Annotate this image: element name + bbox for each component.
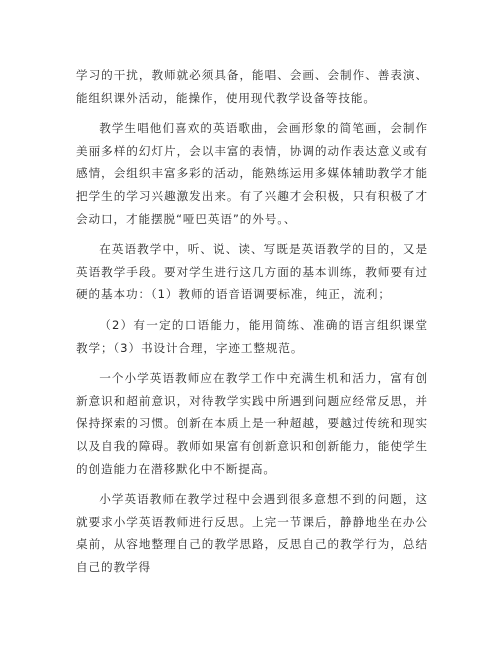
paragraph: 学习的干扰，教师就必须具备，能唱、会画、会制作、善表演、能组织课外活动，能操作，使用现代教学设备等技能。 — [76, 68, 428, 105]
document-body — [76, 64, 428, 586]
paragraph: 在英语教学中，听、说、读、写既是英语教学的目的，又是英语教学手段。要对学生进行这几方面的基本训练，教师要有过硬的基本功：（1）教师的语音语调要标准，纯正，流利； — [76, 242, 428, 302]
paragraph: 一个小学英语教师应在教学工作中充满生机和活力，富有创新意识和超前意识，对待教学实践中所遇到问题应经常反思，并保持探索的习惯。创新在本质上是一种超越，要越过传统和现实以及自我的障碍。教师如果富有创新意识和创新能力，能使学生的创造能力在潜移默化中不断提高。 — [76, 371, 428, 476]
paragraph: （2）有一定的口语能力，能用简练、准确的语言组织课堂教学；（3）书设计合理，字迹工整规范。 — [76, 317, 428, 355]
paragraph: 小学英语教师在教学过程中会遇到很多意想不到的问题，这就要求小学英语教师进行反思。上完一节课后，静静地坐在办公桌前，从容地整理自己的教学思路，反思自己的教学行为，总结自己的教学得 — [76, 492, 428, 574]
paragraph: 教学生唱他们喜欢的英语歌曲，会画形象的简笔画，会制作美丽多样的幻灯片，会以丰富的表情，协调的动作表达意义或有感情，会组织丰富多彩的活动，能熟练运用多媒体辅助教学才能把学生的学习兴趣激发出来。有了兴趣才会积极，只有积极了才会动口，才能摆脱“哑巴英语”的外号。、 — [76, 121, 428, 226]
